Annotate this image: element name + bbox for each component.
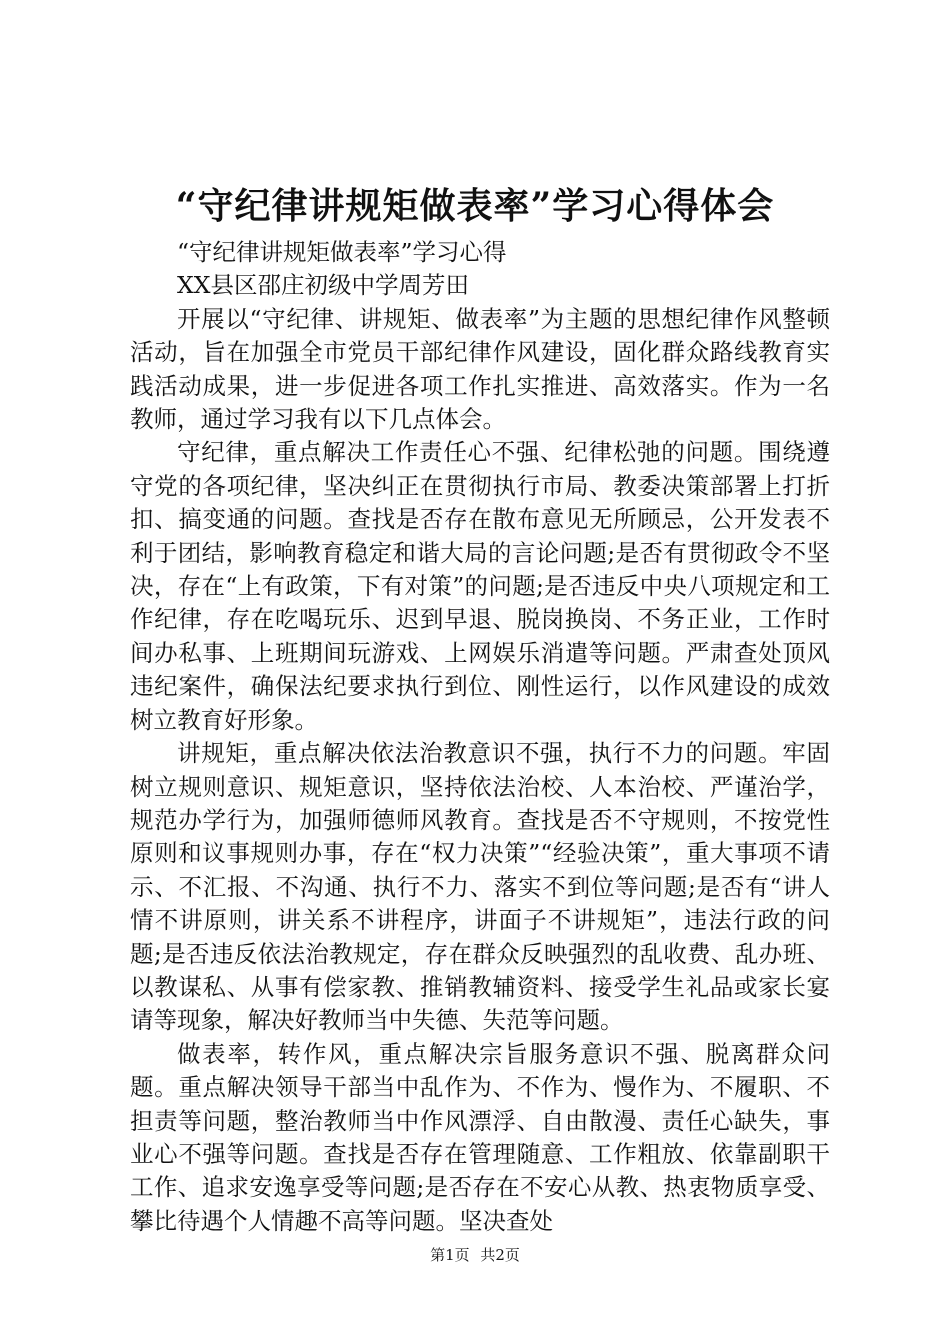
paragraph-intro: 开展以“守纪律、讲规矩、做表率”为主题的思想纪律作风整顿活动，旨在加强全市党员干部纪律作风建设，固化群众路线教育实践活动成果，进一步促进各项工作扎实推进、高效落实。作为一名教师，通过学习我有以下几点体会。 — [130, 304, 830, 434]
document-title: “守纪律讲规矩做表率”学习心得体会 — [175, 185, 775, 227]
page-total: 共2页 — [480, 1246, 520, 1264]
paragraph-rules: 讲规矩，重点解决依法治教意识不强，执行不力的问题。牢固树立规则意识、规矩意识，坚持依法治校、人本治校、严谨治学，规范办学行为，加强师德师风教育。查找是否不守规则，不按党性原则和议事规则办事，存在“权力决策”“经验决策”，重大事项不请示、不汇报、不沟通、执行不力、落实不到位等问题;是否有“讲人情不讲原则，讲关系不讲程序，讲面子不讲规矩”，违法行政的问题;是否违反依法治教规定，存在群众反映强烈的乱收费、乱办班、以教谋私、从事有偿家教、推销教辅资料、接受学生礼品或家长宴请等现象，解决好教师当中失德、失范等问题。 — [130, 739, 830, 1035]
subtitle-line: “守纪律讲规矩做表率”学习心得 — [177, 238, 507, 266]
page-number: 第1页 — [430, 1246, 470, 1264]
paragraph-example: 做表率，转作风，重点解决宗旨服务意识不强、脱离群众问题。重点解决领导干部当中乱作为、不作为、慢作为、不履职、不担责等问题，整治教师当中作风漂浮、自由散漫、责任心缺失，事业心不强等问题。查找是否存在管理随意、工作粗放、依靠副职干工作、追求安逸享受等问题;是否存在不安心从教、热衷物质享受、攀比待遇个人情趣不高等问题。坚决查处 — [130, 1039, 830, 1235]
paragraph-discipline: 守纪律，重点解决工作责任心不强、纪律松弛的问题。围绕遵守党的各项纪律，坚决纠正在贯彻执行市局、教委决策部署上打折扣、搞变通的问题。查找是否存在散布意见无所顾忌，公开发表不利于团结，影响教育稳定和谐大局的言论问题;是否有贯彻政令不坚决，存在“上有政策，下有对策”的问题;是否违反中央八项规定和工作纪律，存在吃喝玩乐、迟到早退、脱岗换岗、不务正业，工作时间办私事、上班期间玩游戏、上网娱乐消遣等问题。严肃查处顶风违纪案件，确保法纪要求执行到位、刚性运行，以作风建设的成效树立教育好形象。 — [130, 438, 830, 734]
document-body — [130, 236, 830, 1238]
author-line: XX县区邵庄初级中学周芳田 — [177, 271, 469, 300]
page-footer — [0, 1244, 950, 1266]
